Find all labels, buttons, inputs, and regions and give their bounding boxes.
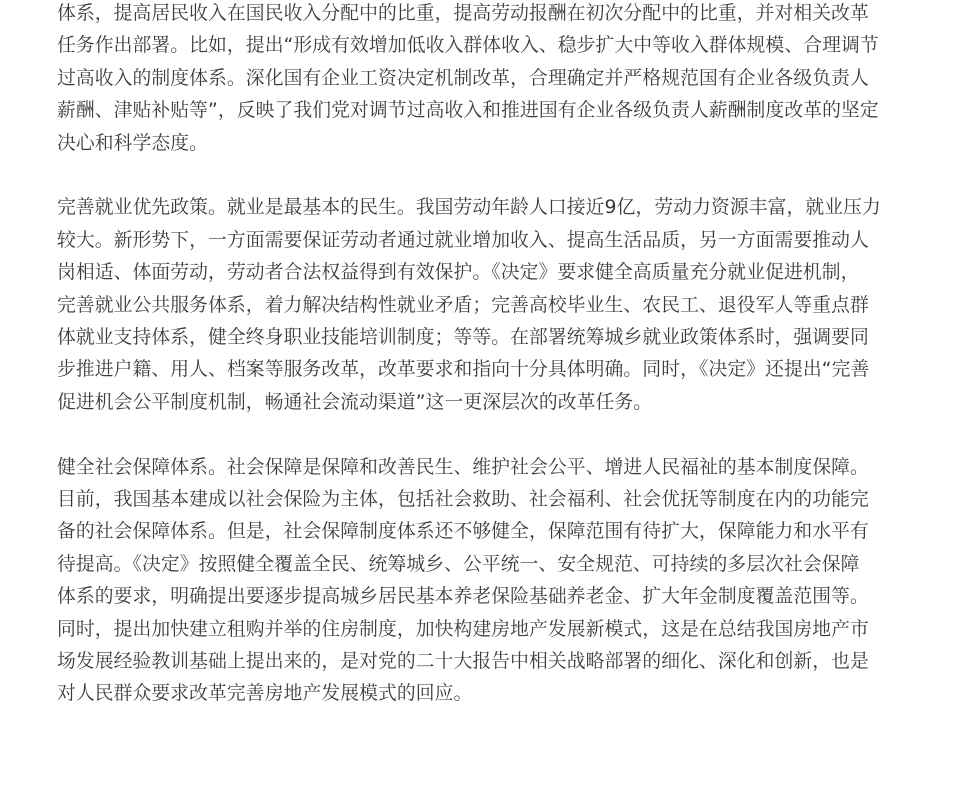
text-line: 过高收入的制度体系。深化国有企业工资决定机制改革，合理确定并严格规范国有企业各级负责人: [57, 67, 869, 89]
text-line: 目前，我国基本建成以社会保险为主体，包括社会救助、社会福利、社会优抚等制度在内的功能完: [57, 489, 869, 511]
text-line: 任务作出部署。比如，提出“形成有效增加低收入群体收入、稳步扩大中等收入群体规模、合理调节: [57, 35, 879, 57]
text-line: 待提高。《决定》按照健全覆盖全民、统筹城乡、公平统一、安全规范、可持续的多层次社会保障: [57, 553, 860, 575]
text-line: 体系，提高居民收入在国民收入分配中的比重，提高劳动报酬在初次分配中的比重，并对相关改革: [57, 3, 869, 24]
text-line: 健全社会保障体系。社会保障是保障和改善民生、维护社会公平、增进人民福祉的基本制度保障。: [57, 456, 869, 478]
paragraph-income-distribution: [57, 0, 907, 160]
text-line: 促进机会公平制度机制，畅通社会流动渠道”这一更深层次的改革任务。: [57, 391, 653, 413]
text-line: 步推进户籍、用人、档案等服务改革，改革要求和指向十分具体明确。同时，《决定》还提出“完善: [57, 359, 870, 381]
text-line: 岗相适、体面劳动，劳动者合法权益得到有效保护。《决定》要求健全高质量充分就业促进机制，: [57, 262, 860, 284]
paragraph-employment-policy: [57, 192, 907, 419]
text-line: 同时，提出加快建立租购并举的住房制度，加快构建房地产发展新模式，这是在总结我国房地产市: [57, 618, 869, 640]
article-body: [57, 0, 907, 711]
text-line: 场发展经验教训基础上提出来的，是对党的二十大报告中相关战略部署的细化、深化和创新，也是: [57, 651, 869, 673]
text-line: 薪酬、津贴补贴等”，反映了我们党对调节过高收入和推进国有企业各级负责人薪酬制度改革的坚定: [57, 100, 879, 122]
text-line: 体系的要求，明确提出要逐步提高城乡居民基本养老保险基础养老金、扩大年金制度覆盖范围等。: [57, 586, 869, 608]
text-line: 决心和科学态度。: [57, 132, 209, 154]
text-line: 较大。新形势下，一方面需要保证劳动者通过就业增加收入、提高生活品质，另一方面需要推动人: [57, 229, 869, 251]
text-line: 体就业支持体系，健全终身职业技能培训制度；等等。在部署统筹城乡就业政策体系时，强调要同: [57, 327, 869, 349]
text-line: 备的社会保障体系。但是，社会保障制度体系还不够健全，保障范围有待扩大，保障能力和水平有: [57, 521, 869, 543]
text-line: 完善就业优先政策。就业是最基本的民生。我国劳动年龄人口接近9亿，劳动力资源丰富，就业压力: [57, 197, 881, 219]
text-line: 对人民群众要求改革完善房地产发展模式的回应。: [57, 683, 473, 705]
text-line: 完善就业公共服务体系，着力解决结构性就业矛盾；完善高校毕业生、农民工、退役军人等重点群: [57, 294, 869, 316]
paragraph-social-security: [57, 452, 907, 711]
